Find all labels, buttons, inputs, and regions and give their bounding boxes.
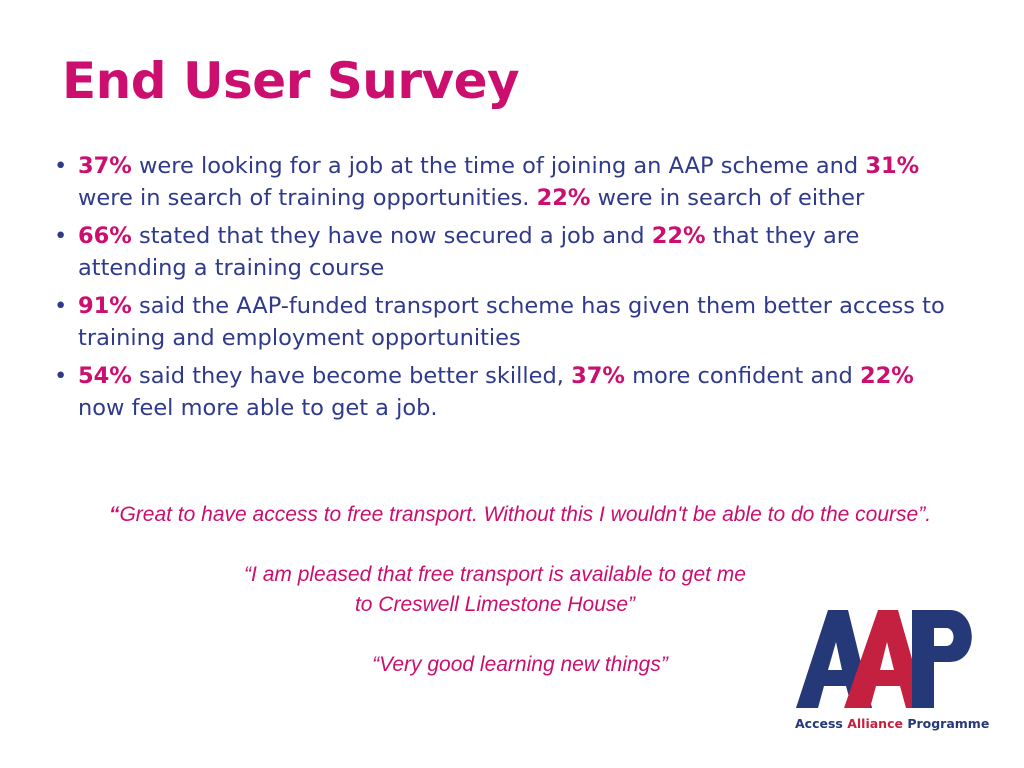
open-quote-mark: “: [108, 503, 120, 526]
percentage: 54%: [78, 363, 132, 389]
bullet-item: [46, 360, 966, 424]
bullet-text: were looking for a job at the time of joining an AAP scheme and: [131, 153, 866, 179]
percentage: 37%: [571, 363, 625, 389]
quote-2-line-1: “I am pleased that free transport is available to get me: [244, 563, 746, 586]
bullet-item: [46, 150, 966, 214]
aap-logo-mark-icon: [790, 604, 980, 716]
percentage: 22%: [536, 185, 591, 211]
bullet-item: [46, 290, 966, 354]
bullet-text: were in search of either: [590, 185, 865, 211]
bullet-text: that they are attending a training course: [78, 223, 860, 281]
bullet-text: said they have become better skilled,: [131, 363, 572, 389]
percentage: 31%: [865, 153, 920, 179]
percentage: 91%: [78, 293, 132, 319]
percentage: 66%: [78, 223, 132, 249]
bullet-text: more confident and: [624, 363, 860, 389]
survey-bullet-list: [46, 150, 966, 430]
quote-1: [100, 500, 940, 530]
percentage: 22%: [651, 223, 706, 249]
bullet-text: were in search of training opportunities.: [78, 185, 537, 211]
quote-2-line-2: to Creswell Limestone House”: [354, 593, 636, 616]
quote-1-text: Great to have access to free transport. Without this I wouldn't be able to do the course”.: [119, 503, 932, 526]
percentage: 37%: [78, 153, 132, 179]
logo-caption: [795, 716, 989, 731]
bullet-text: now feel more able to get a job.: [78, 395, 438, 421]
bullet-item: [46, 220, 966, 284]
aap-logo: [790, 604, 980, 734]
logo-caption-access: Access: [795, 716, 848, 731]
bullet-text: stated that they have now secured a job and: [131, 223, 652, 249]
bullet-dot-icon: •: [54, 363, 68, 389]
bullet-dot-icon: •: [54, 153, 68, 179]
logo-caption-alliance: Alliance: [847, 716, 903, 731]
logo-caption-programme: Programme: [902, 716, 990, 731]
slide-title: End User Survey: [62, 52, 520, 110]
bullet-text: said the AAP-funded transport scheme has given them better access to training and employment opportunities: [78, 293, 945, 351]
quote-3: “Very good learning new things”: [372, 653, 668, 676]
percentage: 22%: [859, 363, 914, 389]
bullet-dot-icon: •: [54, 223, 68, 249]
bullet-dot-icon: •: [54, 293, 68, 319]
